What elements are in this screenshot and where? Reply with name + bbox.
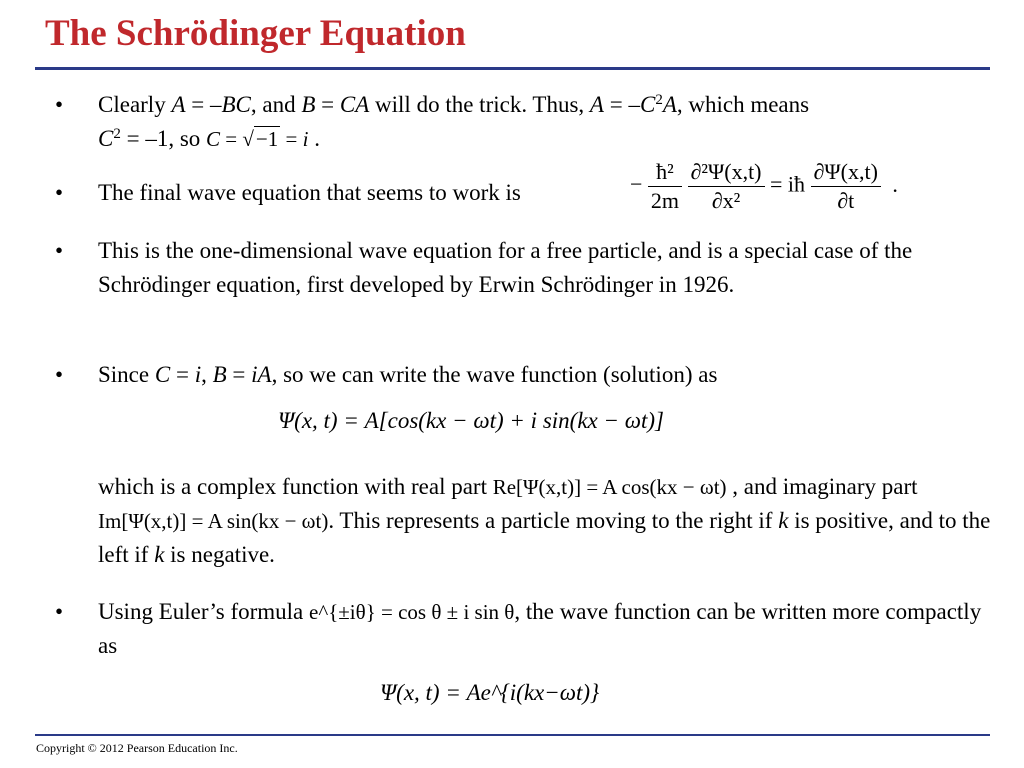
footer-divider bbox=[35, 734, 990, 736]
bullet-marker: • bbox=[55, 92, 64, 117]
bullet-2-text: The final wave equation that seems to work is bbox=[98, 180, 521, 205]
bullet-4-text: Since C = i, B = iA, so we can write the wave function (solution) as bbox=[98, 362, 718, 387]
equation-wave: − $\frac{\text{ħ²}}{2m}$ $\frac{\text{∂²Ψ(x,t)}}{\text{∂x²}}$ = iħ $\frac{\partial\Psi(x,t)}{\partial t}$ . bbox=[630, 159, 898, 213]
equation-compact: Ψ(x, t) = Ae^{i(kx−ωt)} bbox=[380, 680, 600, 705]
equation-c-equals-i: C = √−1 = i bbox=[206, 127, 309, 151]
copyright-footer: Copyright © 2012 Pearson Education Inc. bbox=[36, 741, 238, 755]
bullet-marker: • bbox=[55, 238, 64, 263]
bullet-5-text: Using Euler’s formula e^{±iθ} = cos θ ± i sin θ, the wave function can be written more compactly as bbox=[98, 599, 982, 658]
bullet-marker: • bbox=[55, 599, 64, 624]
bullet-1-text: Clearly A = –BC, and B = CA will do the trick. Thus, $A = -C^2A$, which means $C^2 = -1$, so C = √−1 = i . bbox=[98, 92, 810, 151]
slide-title: The Schrödinger Equation bbox=[45, 13, 466, 54]
bullet-marker: • bbox=[55, 180, 64, 205]
equation-euler: e^{±iθ} = cos θ ± i sin θ bbox=[309, 600, 515, 624]
bullet-marker: • bbox=[55, 362, 64, 387]
equation-real-part: Re[Ψ(x,t)] = A cos(kx − ωt) bbox=[492, 475, 727, 499]
real-imaginary-text: which is a complex function with real part Re[Ψ(x,t)] = A cos(kx − ωt) , and imaginary part Im[Ψ(x,t)] = A sin(kx − ωt). This represents a particle moving to the right if k is positive, and to the left if k is negative. bbox=[98, 474, 991, 567]
bullet-3-text: This is the one-dimensional wave equation for a free particle, and is a special case of the Schrödinger equation, first developed by Erwin Schrödinger in 1926. bbox=[98, 238, 913, 297]
equation-imaginary-part: Im[Ψ(x,t)] = A sin(kx − ωt) bbox=[98, 509, 329, 533]
equation-psi: Ψ(x, t) = A[cos(kx − ωt) + i sin(kx − ωt)] bbox=[278, 408, 664, 433]
title-divider bbox=[35, 67, 990, 70]
